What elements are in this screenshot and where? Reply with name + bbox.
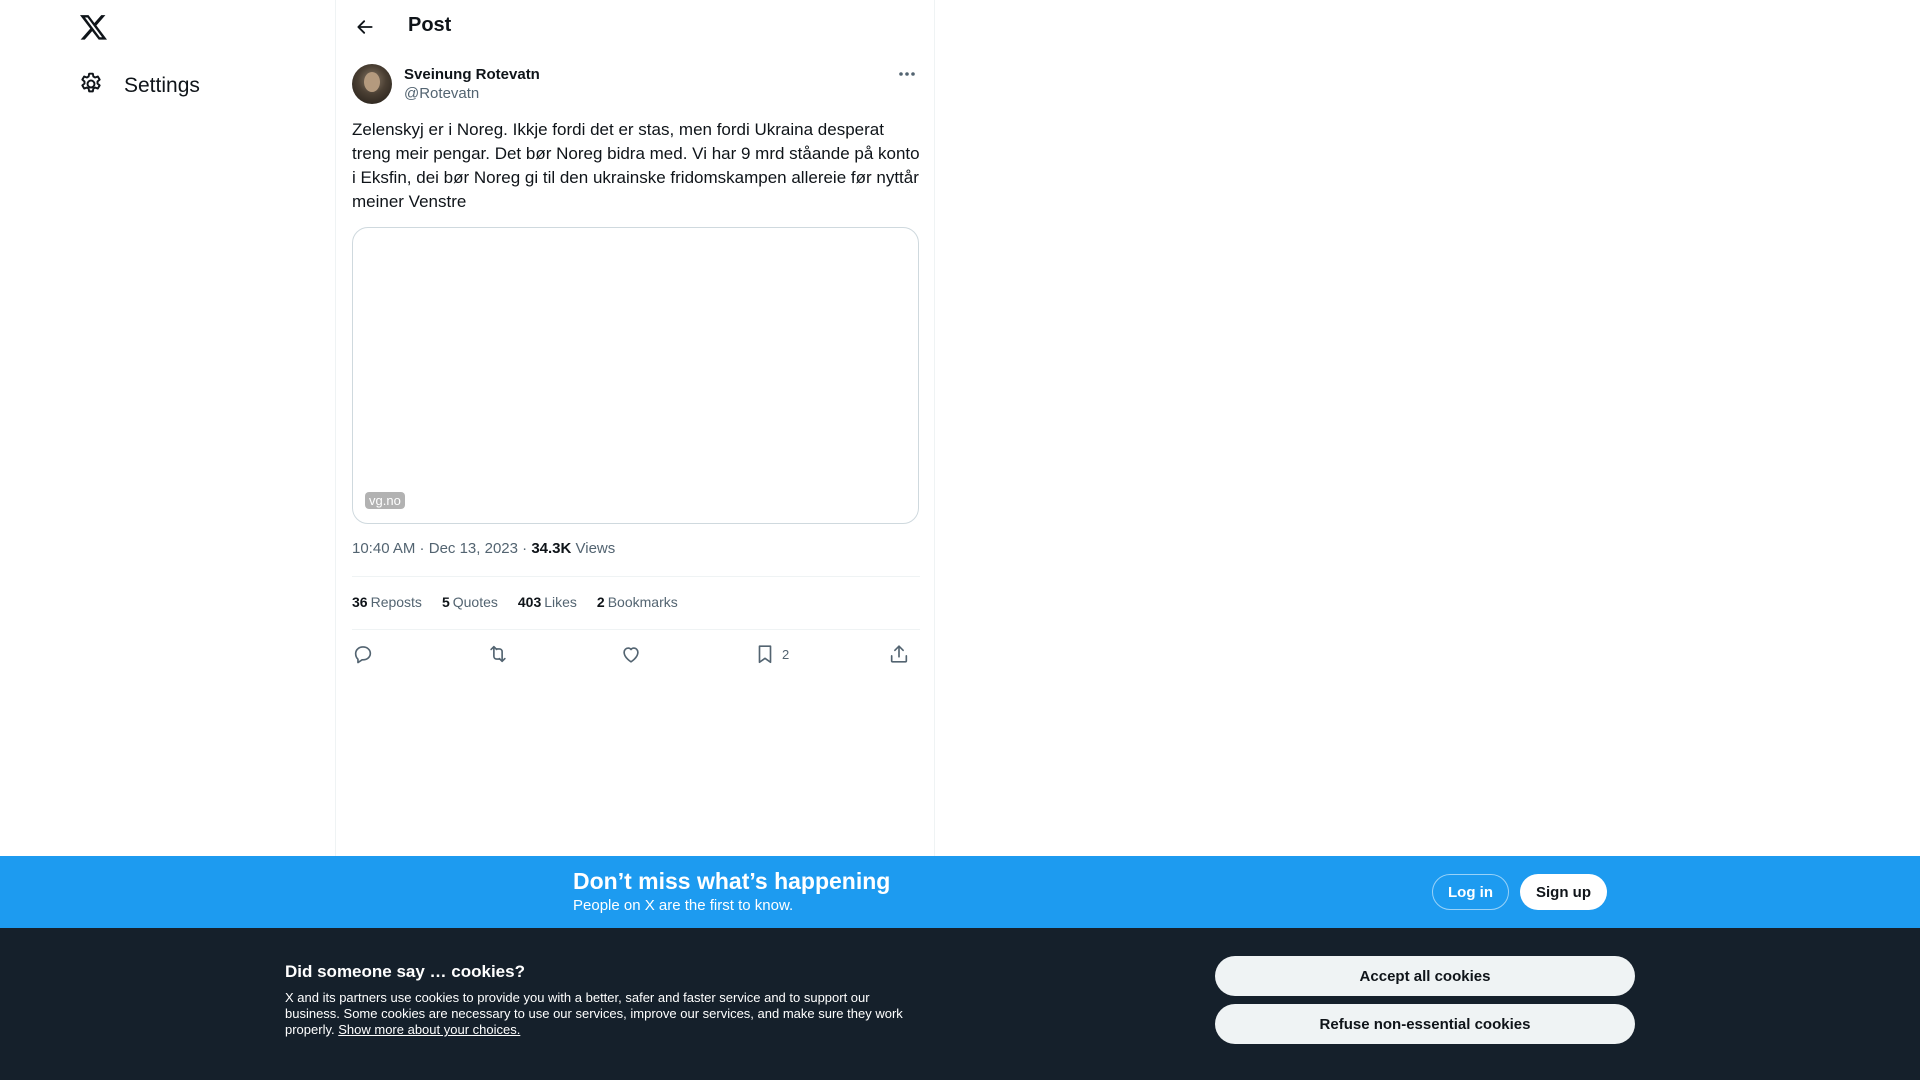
repost-button[interactable] bbox=[486, 640, 510, 668]
stat-label: Reposts bbox=[370, 594, 422, 610]
heart-icon bbox=[620, 643, 642, 665]
stat-count: 5 bbox=[441, 594, 450, 610]
bookmark-count: 2 bbox=[782, 646, 790, 662]
bookmark-button[interactable] bbox=[754, 640, 789, 668]
post-actions bbox=[352, 640, 920, 670]
post-text: Zelenskyj er i Noreg. Ikkje fordi det er stas, men fordi Ukraina desperat treng meir pengar. Det bør Noreg bidra med. Vi har 9 mrd ståande på konto i Eksfin, dei bør Noreg gi til den ukrainske fridomskampen allereie før nyttår meiner Venstre bbox=[352, 120, 920, 211]
views-label: Views bbox=[575, 540, 616, 557]
gear-icon bbox=[78, 71, 104, 102]
more-options-button[interactable] bbox=[894, 64, 920, 84]
cookie-banner bbox=[0, 928, 1920, 1080]
card-domain-badge: vg.no bbox=[365, 492, 405, 509]
bookmark-icon bbox=[754, 643, 776, 665]
stat-bookmarks[interactable] bbox=[597, 594, 678, 610]
post-time[interactable]: 10:40 AM bbox=[352, 540, 416, 557]
reply-button[interactable] bbox=[352, 640, 374, 668]
page-title: Post bbox=[408, 14, 452, 36]
divider bbox=[352, 629, 920, 630]
banner-subtitle: People on X are the first to know. bbox=[573, 897, 794, 914]
views-count: 34.3K bbox=[531, 540, 572, 557]
stat-likes[interactable] bbox=[518, 594, 577, 610]
post-date[interactable]: Dec 13, 2023 bbox=[428, 540, 518, 557]
signup-banner bbox=[0, 856, 1920, 928]
link-card[interactable] bbox=[352, 227, 919, 524]
share-button[interactable] bbox=[888, 640, 910, 668]
banner-title: Don’t miss what’s happening bbox=[573, 868, 891, 894]
more-dots-icon bbox=[898, 71, 916, 77]
stat-reposts[interactable] bbox=[352, 594, 422, 610]
divider bbox=[352, 576, 920, 577]
login-button[interactable]: Log in bbox=[1432, 874, 1509, 910]
stat-quotes[interactable] bbox=[442, 594, 498, 610]
post-author bbox=[352, 64, 920, 106]
reply-icon bbox=[352, 643, 374, 665]
meta-separator: · bbox=[415, 540, 429, 557]
x-logo-icon[interactable] bbox=[78, 12, 110, 44]
post-meta bbox=[352, 540, 615, 557]
accept-cookies-button[interactable]: Accept all cookies bbox=[1215, 956, 1635, 996]
author-handle[interactable]: @Rotevatn bbox=[404, 85, 480, 102]
like-button[interactable] bbox=[620, 640, 642, 668]
cookie-choices-link[interactable]: Show more about your choices. bbox=[338, 1022, 521, 1037]
meta-separator: · bbox=[517, 540, 532, 557]
stat-label: Quotes bbox=[452, 594, 498, 610]
refuse-cookies-button[interactable]: Refuse non-essential cookies bbox=[1215, 1004, 1635, 1044]
cookie-text bbox=[285, 990, 915, 1038]
nav-settings-link[interactable] bbox=[78, 68, 200, 104]
cookie-title: Did someone say … cookies? bbox=[285, 962, 525, 981]
repost-icon bbox=[486, 643, 510, 665]
stat-label: Bookmarks bbox=[607, 594, 678, 610]
stat-count: 2 bbox=[596, 594, 605, 610]
share-icon bbox=[888, 643, 910, 665]
stat-count: 36 bbox=[352, 594, 368, 610]
back-button[interactable] bbox=[348, 10, 382, 44]
cookie-body: X and its partners use cookies to provide you with a better, safer and faster service and to support our business. Some cookies are necessary to use our services, improve our services, and make sure they work properly. bbox=[285, 990, 903, 1037]
stat-count: 403 bbox=[517, 594, 542, 610]
avatar[interactable] bbox=[352, 64, 392, 104]
arrow-left-icon bbox=[355, 17, 375, 37]
signup-button[interactable]: Sign up bbox=[1520, 874, 1607, 910]
nav-settings-label: Settings bbox=[124, 74, 200, 97]
post-header bbox=[336, 0, 936, 53]
post-stats bbox=[352, 594, 678, 610]
author-name[interactable]: Sveinung Rotevatn bbox=[404, 66, 540, 83]
stat-label: Likes bbox=[544, 594, 577, 610]
